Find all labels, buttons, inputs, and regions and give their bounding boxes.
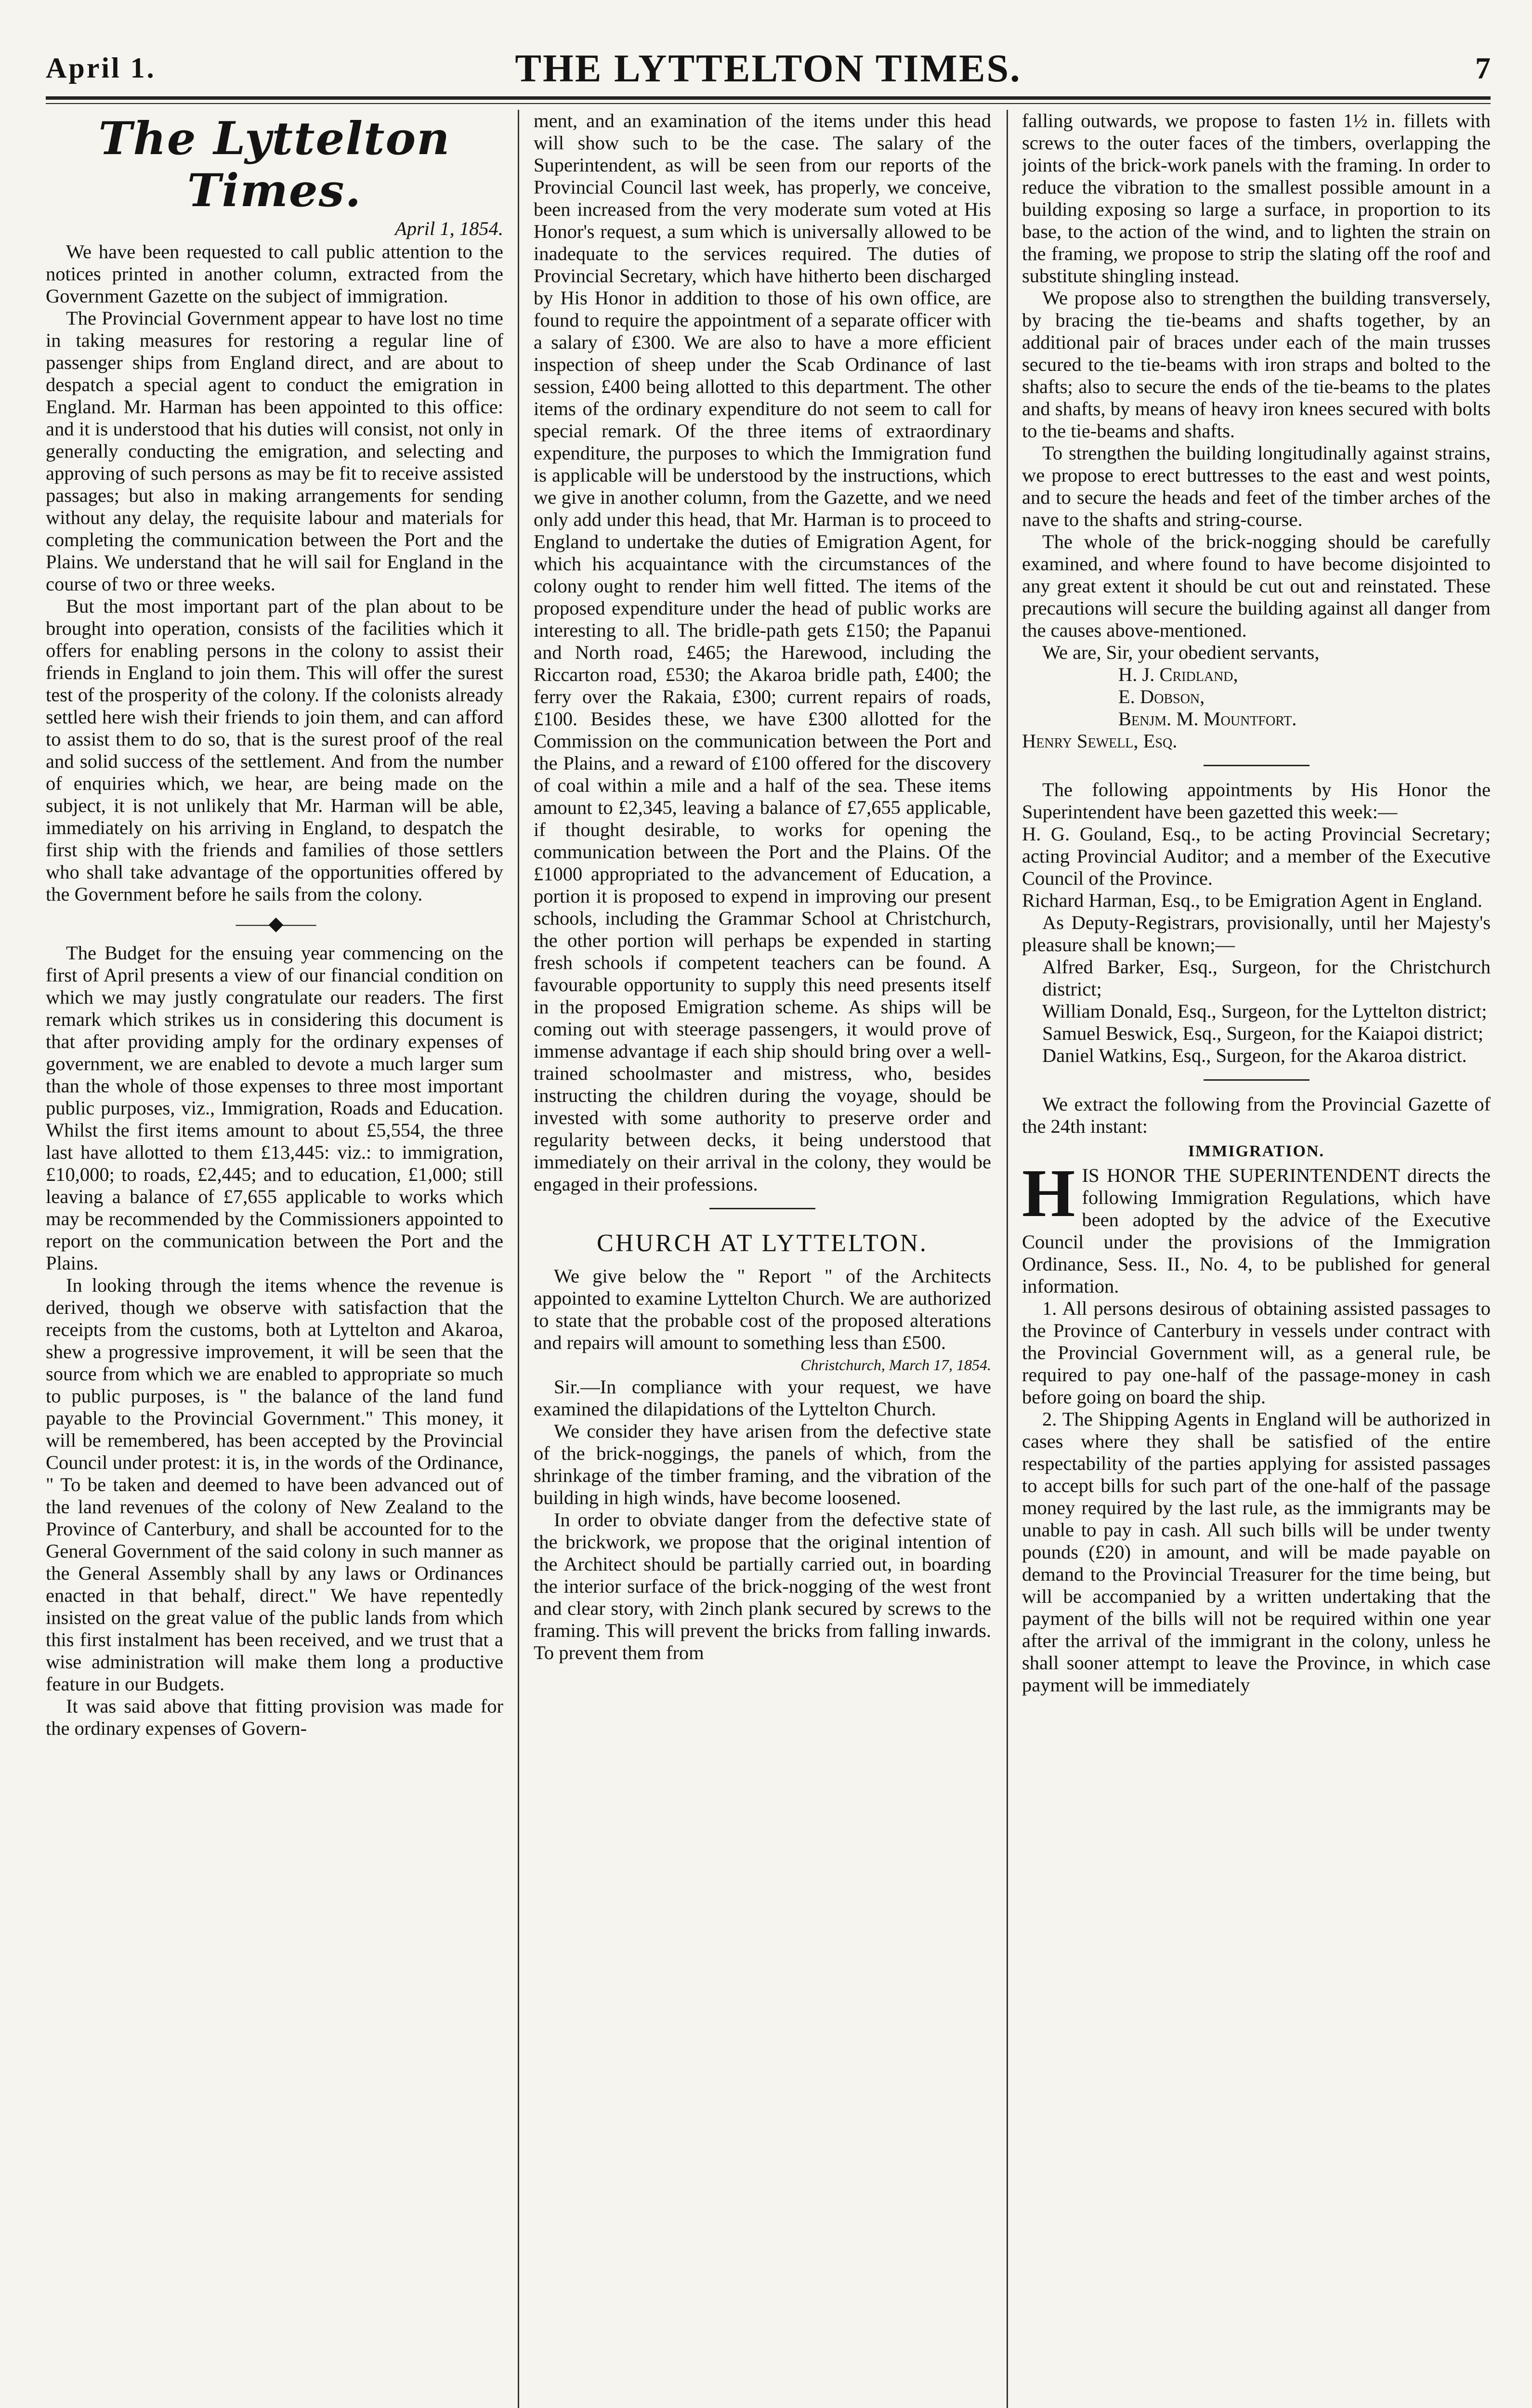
paragraph: The whole of the brick-nogging should be carefully examined, and where found to have become disjointed to any great extent it should be cut out and reinstated. These precautions will secure the building against all danger from the causes above-mentioned.	[1022, 531, 1491, 641]
appointment: Daniel Watkins, Esq., Surgeon, for the Akaroa district.	[1042, 1045, 1467, 1066]
paragraph-text: IS HONOR THE SUPERINTENDENT directs the following Immigration Regulations, which have been adopted by the advice of the Executive Council under the provisions of the Immigration Ordinance, Sess. II., No. 4, to be published for general information.	[1022, 1165, 1491, 1297]
paragraph: We give below the " Report " of the Architects appointed to examine Lyttelton Church. We are authorized to state that the probable cost of the proposed alterations and repairs will amount to something less than £500.	[534, 1265, 991, 1353]
section-divider	[709, 1208, 815, 1209]
paragraph: It was said above that fitting provision was made for the ordinary expenses of Govern-	[46, 1695, 503, 1739]
paragraph: In order to obviate danger from the defective state of the brickwork, we propose that the original intention of the Architect should be partially carried out, in boarding the interior surface of the brick-nogging of the west front and clear story, with 2inch plank secured by screws to the framing. This will prevent the bricks from falling inwards. To prevent them from	[534, 1509, 991, 1663]
church-heading: CHURCH AT LYTTELTON.	[597, 1230, 928, 1257]
paragraph: We consider they have arisen from the defective state of the brick-noggings, the panels of which, from the shrinkage of the timber framing, and the vibration of the building in high winds, have become loosened.	[534, 1420, 991, 1508]
header-date: April 1.	[46, 52, 156, 84]
paragraph: To strengthen the building longitudinally against strains, we propose to erect buttresses to the east and west points, and to secure the heads and feet of the timber arches of the nave to the shafts and string-course.	[1022, 442, 1491, 530]
newspaper-title: THE LYTTELTON TIMES.	[515, 46, 1021, 90]
column-divider-1	[518, 110, 519, 2408]
paragraph: falling outwards, we propose to fasten 1½ in. fillets with screws to the outer faces of the timbers, overlapping the joints of the brick-work panels with the framing. In order to reduce the vibration to the smallest possible amount in a building exposing so large a surface, in proportion to its base, to the action of the wind, and to lighten the strain on the framing, we propose to strip the slating off the roof and substitute shingling instead.	[1022, 110, 1491, 287]
page-header	[46, 46, 1491, 94]
letter-place-date: Christchurch, March 17, 1854.	[800, 1356, 991, 1374]
editorial-masthead: The Lyttelton Times.	[98, 112, 451, 217]
addressee: Henry Sewell, Esq.	[1022, 730, 1178, 752]
appointment: Samuel Beswick, Esq., Surgeon, for the Kaiapoi district;	[1042, 1022, 1483, 1044]
ornament-divider: ——◆——	[236, 913, 314, 934]
appointment: Alfred Barker, Esq., Surgeon, for the Christchurch district;	[1042, 956, 1491, 1000]
page-number: 7	[1475, 51, 1491, 85]
editorial-dateline: April 1, 1854.	[394, 218, 503, 239]
paragraph: The Budget for the ensuing year commencing on the first of April presents a view of our financial condition on which we may justly congratulate our readers. The first remark which strikes us in considering this document is that after providing amply for the ordinary expenses of government, we are enabled to devote a much larger sum than the whole of those expenses to three most important public purposes, viz., Immigration, Roads and Education. Whilst the first items amount to about £5,554, the three last have allotted to them £13,445: viz.: to immigration, £10,000; to roads, £2,445; and to education, £1,000; still leaving a balance of £7,655 applicable to works which may be recommended by the Commissioners appointed to report on the communication between the Port and the Plains.	[46, 942, 503, 1274]
appointment: Richard Harman, Esq., to be Emigration Agent in England.	[1022, 890, 1483, 911]
paragraph: We extract the following from the Provincial Gazette of the 24th instant:	[1022, 1093, 1491, 1137]
paragraph: We have been requested to call public attention to the notices printed in another column, extracted from the Government Gazette on the subject of immigration.	[46, 241, 503, 307]
column-2	[534, 110, 991, 2408]
section-divider	[1204, 765, 1309, 766]
immigration-heading: IMMIGRATION.	[1188, 1142, 1325, 1160]
column-1	[46, 110, 503, 2408]
paragraph: The following appointments by His Honor the Superintendent have been gazetted this week:—	[1022, 779, 1491, 823]
appointment: As Deputy-Registrars, provisionally, until her Majesty's pleasure shall be known;—	[1022, 912, 1491, 955]
section-divider	[1204, 1079, 1309, 1081]
signatory: H. J. Cridland,	[1118, 664, 1238, 685]
paragraph: We propose also to strengthen the building transversely, by bracing the tie-beams and shafts together, by an additional pair of braces under each of the main trusses secured to the tie-beams with iron straps and bolted to the shafts; also to secure the ends of the tie-beams to the plates and shafts, by means of heavy iron knees secured with bolts to the tie-beams and shafts.	[1022, 287, 1491, 442]
paragraph: 1. All persons desirous of obtaining assisted passages to the Province of Canterbury in vessels under contract with the Provincial Government will, as a general rule, be required to pay one-half of the passage-money in cash before going on board the ship.	[1022, 1297, 1491, 1408]
paragraph: But the most important part of the plan about to be brought into operation, consists of the facilities which it offers for enabling persons in the colony to assist their friends in England to join them. This will offer the surest test of the prosperity of the colony. If the colonists already settled here wish their friends to join them, and can afford to assist them to do so, that is the surest proof of the real and solid success of the settlement. And from the number of enquiries which, we hear, are being made on the subject, it is not unlikely that Mr. Harman will be able, immediately on his arriving in England, to despatch the first ship with the friends and families of those settlers who shall take advantage of the opportunities offered by the Government before he sails from the colony.	[46, 595, 503, 905]
paragraph	[1022, 1155, 1491, 1297]
column-divider-2	[1007, 110, 1008, 2408]
paragraph: Sir.—In compliance with your request, we have examined the dilapidations of the Lyttelton Church.	[534, 1376, 991, 1420]
appointment: H. G. Gouland, Esq., to be acting Provincial Secretary; acting Provincial Auditor; and a member of the Executive Council of the Province.	[1022, 823, 1491, 889]
paragraph: The Provincial Government appear to have lost no time in taking measures for restoring a regular line of passenger ships from England direct, and are about to despatch a special agent to conduct the emigration in England. Mr. Harman has been appointed to this office: and it is understood that his duties will consist, not only in generally conducting the emigration, and selecting and approving of such persons as may be fit to receive assisted passages; but also in making arrangements for sending without any delay, the requisite labour and materials for completing the communication between the Port and the Plains. We understand that he will sail for England in the course of two or three weeks.	[46, 307, 503, 595]
appointment: William Donald, Esq., Surgeon, for the Lyttelton district;	[1042, 1000, 1487, 1022]
header-rule-thick	[46, 96, 1491, 100]
letter-closing: We are, Sir, your obedient servants,	[1042, 641, 1320, 663]
paragraph: ment, and an examination of the items under this head will show such to be the case. The salary of the Superintendent, as will be seen from our reports of the Provincial Council last week, has properly, we conceive, been increased from the very moderate sum voted at His Honor's request, a sum which is universally allowed to be inadequate to the services required. The duties of Provincial Secretary, which have hitherto been discharged by His Honor in addition to those of his own office, are found to require the appointment of a separate officer with a salary of £300. We are also to have a more efficient inspection of sheep under the Scab Ordinance of last session, £400 being allotted to this department. The other items of the ordinary expenditure do not seem to call for special remark. Of the three items of extraordinary expenditure, the purposes to which the Immigration fund is applicable will be understood by the instructions, which we give in another column, from the Gazette, and we need only add under this head, that Mr. Harman is to proceed to England to undertake the duties of Emigration Agent, for which his acquaintance with the circumstances of the colony ought to render him well fitted. The items of the proposed expenditure under the head of public works are interesting to all. The bridle-path gets £150; the Papanui and North road, £465; the Harewood, including the Riccarton road, £530; the Akaroa bridle path, £400; the ferry over the Rakaia, £300; current repairs of roads, £100. Besides these, we have £300 allotted for the Commission on the communication between the Port and the Plains, and a reward of £100 offered for the discovery of coal within a mile and a half of the sea. These items amount to £2,345, leaving a balance of £7,655 applicable, if thought desirable, to works for opening the communication between the Port and the Plains. Of the £1000 appropriated to the advancement of Education, a portion it is proposed to expend in improving our present schools, including the Grammar School at Christchurch, the other portion will perhaps be expended in starting fresh schools if competent teachers can be found. A favourable opportunity to supply this need presents itself in the proposed Emigration scheme. As ships will be coming out with steerage passengers, it would prove of immense advantage if each ship should bring over a well-trained schoolmaster and mistress, who, besides instructing the children during the voyage, should be invested with some authority to preserve order and regularity between decks, it being understood that immediately on their arrival in the colony, they would be engaged in their professions.	[534, 110, 991, 1195]
signatory: Benjm. M. Mountfort.	[1118, 708, 1297, 730]
drop-cap: H	[1022, 1155, 1075, 1231]
signatory: E. Dobson,	[1118, 686, 1205, 707]
paragraph: In looking through the items whence the revenue is derived, though we observe with satisfaction that the receipts from the customs, both at Lyttelton and Akaroa, shew a progressive improvement, it will be seen that the source from which we are enabled to appropriate so much to public purposes, is " the balance of the land fund payable to the Provincial Government." This money, it will be remembered, has been accepted by the Provincial Council under protest: it is, in the words of the Ordinance, " To be taken and deemed to have been advanced out of the land revenues of the colony of New Zealand to the Province of Canterbury, and shall be accounted for to the General Government of the said colony in such manner as the General Assembly shall by any laws or Ordinances enacted in that behalf, direct." We have repentedly insisted on the great value of the public lands from which this first instalment has been received, and we trust that a wise administration will make them long a productive feature in our Budgets.	[46, 1274, 503, 1695]
paragraph: 2. The Shipping Agents in England will be authorized in cases where they shall be satisfied of the entire respectability of the parties applying for assisted passages to accept bills for such part of the one-half of the passage money required by the last rule, as the immigrants may be unable to pay in cash. All such bills will be under twenty pounds (£20) in amount, and will be made payable on demand to the Provincial Treasurer for the time being, but will be accompanied by a written undertaking that the payment of the bills will not be required within one year after the arrival of the immigrant in the colony, unless he shall sooner attempt to leave the Province, in which case payment will be immediately	[1022, 1408, 1491, 1696]
column-3	[1022, 110, 1491, 2408]
header-rule-thin	[46, 103, 1491, 104]
